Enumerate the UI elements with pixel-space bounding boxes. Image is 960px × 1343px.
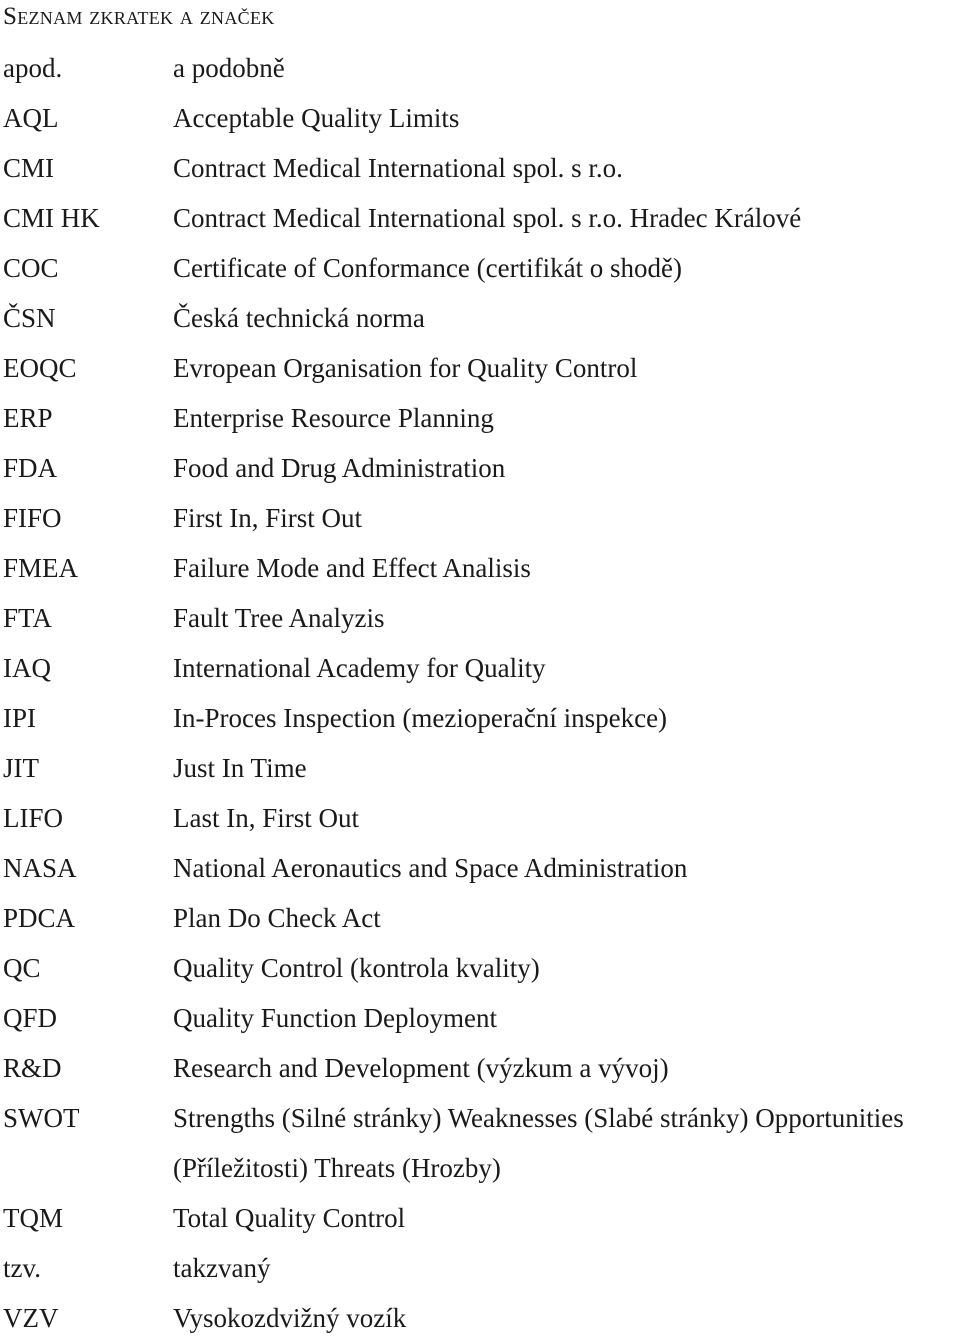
abbreviation-meaning: a podobně (173, 53, 285, 83)
abbreviation-meaning: Enterprise Resource Planning (173, 403, 494, 433)
abbreviation: ČSN (3, 303, 56, 333)
list-item (0, 143, 960, 193)
list-item (0, 643, 960, 693)
list-item (0, 293, 960, 343)
list-item (0, 993, 960, 1043)
list-item (0, 1293, 960, 1343)
abbreviation: tzv. (3, 1253, 41, 1283)
list-item (0, 743, 960, 793)
list-item (0, 1043, 960, 1093)
abbreviation-meaning: Fault Tree Analyzis (173, 603, 385, 633)
list-item (0, 493, 960, 543)
list-item (0, 543, 960, 593)
abbreviation: EOQC (3, 353, 77, 383)
abbreviation-meaning: Quality Control (kontrola kvality) (173, 953, 540, 983)
page-title: Seznam zkratek a značek (3, 3, 275, 30)
abbreviation: PDCA (3, 903, 76, 933)
abbreviation-meaning: In-Proces Inspection (mezioperační inspekce) (173, 703, 668, 733)
list-item (0, 843, 960, 893)
list-item-continuation (0, 1143, 960, 1193)
abbreviation-meaning: International Academy for Quality (173, 653, 546, 683)
abbreviation: R&D (3, 1053, 62, 1083)
abbreviation: QC (3, 953, 41, 983)
list-item (0, 693, 960, 743)
abbreviation-meaning-continuation: (Příležitosti) Threats (Hrozby) (173, 1153, 501, 1183)
abbreviation-meaning: Just In Time (173, 753, 307, 783)
abbreviation-meaning: Quality Function Deployment (173, 1003, 497, 1033)
abbreviation: AQL (3, 103, 59, 133)
abbreviation-meaning: Failure Mode and Effect Analisis (173, 553, 531, 583)
abbreviation-meaning: Total Quality Control (173, 1203, 406, 1233)
list-item (0, 1093, 960, 1143)
abbreviation: apod. (3, 53, 63, 83)
abbreviation-meaning: First In, First Out (173, 503, 363, 533)
list-item (0, 443, 960, 493)
list-item (0, 1243, 960, 1293)
abbreviation: FTA (3, 603, 52, 633)
abbreviation: SWOT (3, 1103, 80, 1133)
abbreviation-meaning: Plan Do Check Act (173, 903, 381, 933)
abbreviation-meaning: Last In, First Out (173, 803, 359, 833)
abbreviation-meaning: Acceptable Quality Limits (173, 103, 460, 133)
abbreviation: COC (3, 253, 59, 283)
list-item (0, 193, 960, 243)
abbreviation-meaning: Evropean Organisation for Quality Control (173, 353, 638, 383)
abbreviation-list (0, 43, 960, 1343)
abbreviation-meaning: Food and Drug Administration (173, 453, 506, 483)
abbreviation: TQM (3, 1203, 63, 1233)
abbreviation: CMI HK (3, 203, 100, 233)
abbreviation-meaning: Česká technická norma (173, 303, 425, 333)
abbreviation: CMI (3, 153, 55, 183)
list-item (0, 43, 960, 93)
abbreviation: LIFO (3, 803, 63, 833)
abbreviation: NASA (3, 853, 77, 883)
abbreviation-meaning: Research and Development (výzkum a vývoj) (173, 1053, 669, 1083)
abbreviation-meaning: takzvaný (173, 1253, 271, 1283)
abbreviation: JIT (3, 753, 39, 783)
list-item (0, 393, 960, 443)
abbreviation: FMEA (3, 553, 79, 583)
list-item (0, 93, 960, 143)
abbreviation: IAQ (3, 653, 51, 683)
list-item (0, 793, 960, 843)
abbreviation-meaning: Vysokozdvižný vozík (173, 1303, 407, 1333)
abbreviation: FDA (3, 453, 58, 483)
abbreviation-meaning: Strengths (Silné stránky) Weaknesses (Slabé stránky) Opportunities (173, 1103, 904, 1133)
abbreviation-meaning: Contract Medical International spol. s r.o. Hradec Králové (173, 203, 802, 233)
abbreviation: ERP (3, 403, 53, 433)
list-item (0, 243, 960, 293)
abbreviation: FIFO (3, 503, 62, 533)
abbreviation-meaning: Certificate of Conformance (certifikát o shodě) (173, 253, 683, 283)
abbreviation: QFD (3, 1003, 58, 1033)
abbreviation-meaning: Contract Medical International spol. s r.o. (173, 153, 623, 183)
abbreviation: IPI (3, 703, 36, 733)
list-item (0, 593, 960, 643)
list-item (0, 943, 960, 993)
list-item (0, 343, 960, 393)
abbreviation: VZV (3, 1303, 59, 1333)
list-item (0, 893, 960, 943)
list-item (0, 1193, 960, 1243)
abbreviation-meaning: National Aeronautics and Space Administration (173, 853, 688, 883)
